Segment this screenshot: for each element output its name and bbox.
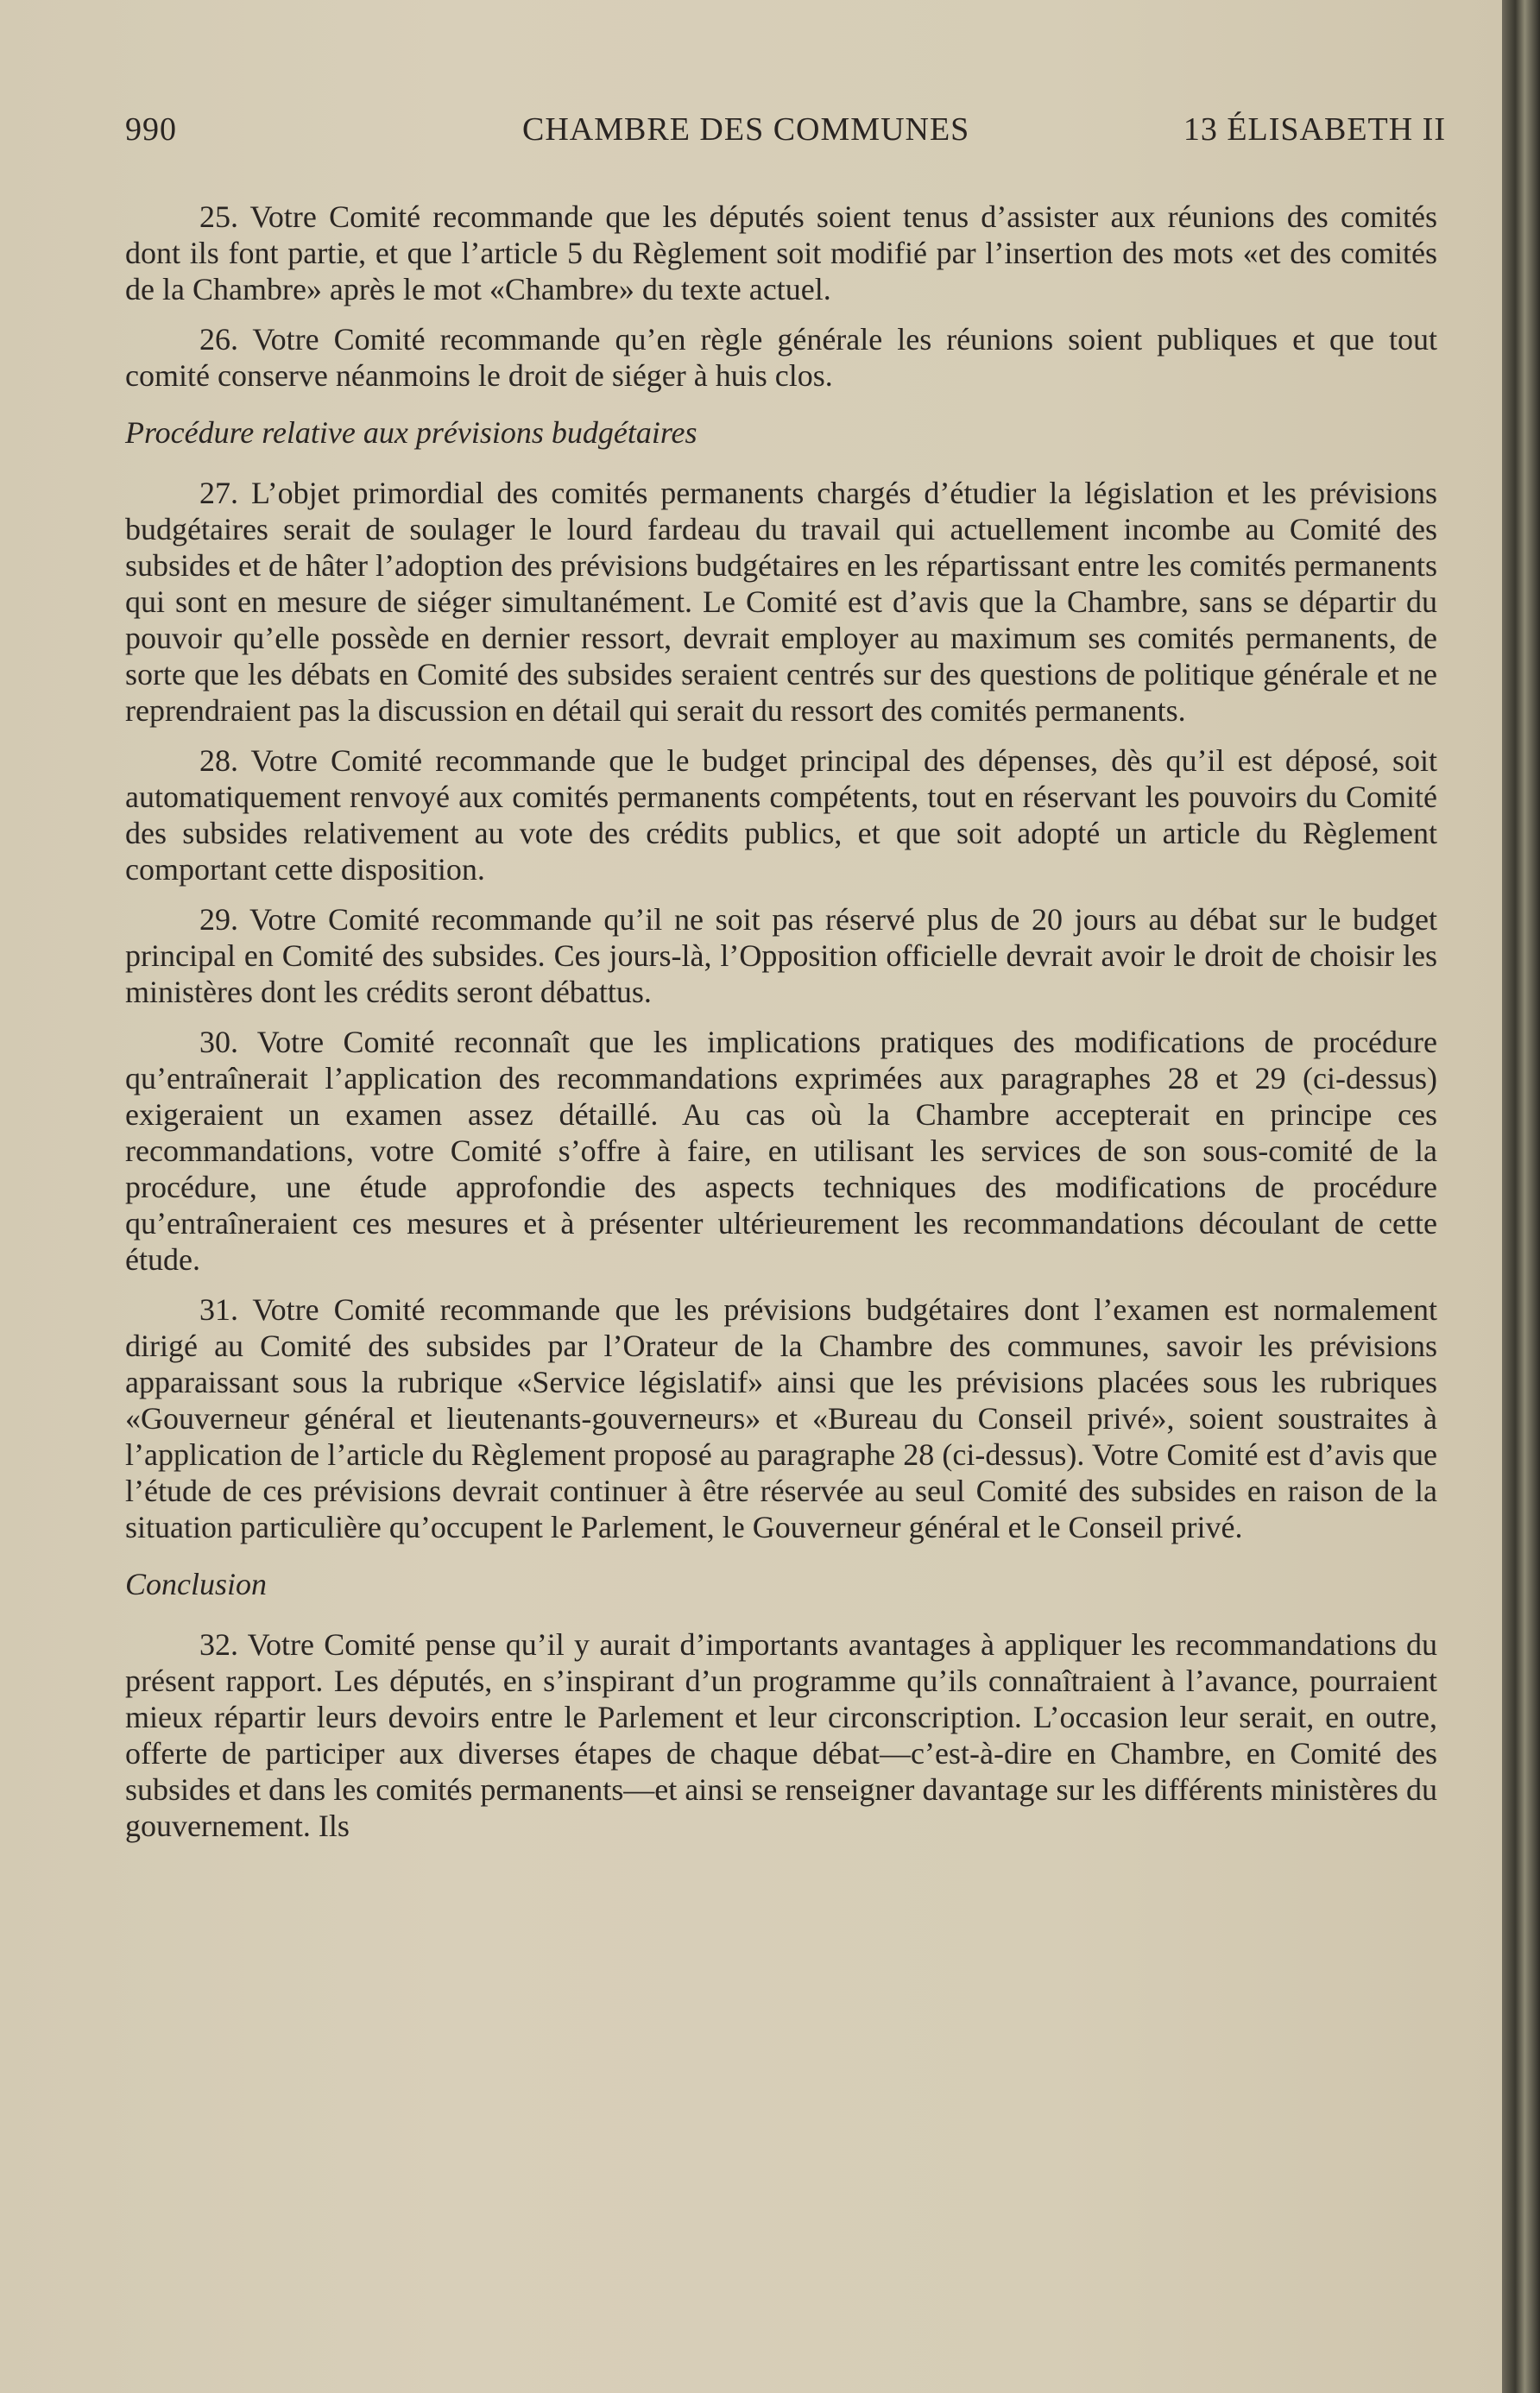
body-text	[125, 199, 1437, 1858]
paragraph-26: 26. Votre Comité recommande qu’en règle générale les réunions soient publiques et que tout comité conserve néanmoins le droit de siéger à huis clos.	[125, 322, 1437, 393]
header-date: 13 ÉLISABETH II	[1183, 111, 1446, 148]
paragraph-25: 25. Votre Comité recommande que les députés soient tenus d’assister aux réunions des comités dont ils font partie, et que l’article 5 du Règlement soit modifié par l’insertion des mots «et des comités de la Chambre» après le mot «Chambre» du texte actuel.	[125, 199, 1437, 306]
page-number: 990	[125, 111, 177, 148]
section-heading-estimates: Procédure relative aux prévisions budgétaires	[125, 415, 697, 450]
paragraph-32: 32. Votre Comité pense qu’il y aurait d’importants avantages à appliquer les recommandations du présent rapport. Les députés, en s’inspirant d’un programme qu’ils connaîtraient à l’avance, pourraient mieux répartir leurs devoirs entre le Parlement et leur circonscription. L’occasion leur serait, en outre, offerte de participer aux diverses étapes de chaque débat—c’est-à-dire en Chambre, en Comité des subsides et dans les comités permanents—et ainsi se renseigner davantage sur les différents ministères du gouvernement. Ils	[125, 1627, 1437, 1843]
book-binding-edge	[1502, 0, 1540, 2393]
header-title: CHAMBRE DES COMMUNES	[522, 111, 970, 148]
running-header	[125, 110, 1446, 154]
paragraph-29: 29. Votre Comité recommande qu’il ne soit pas réservé plus de 20 jours au débat sur le budget principal en Comité des subsides. Ces jours-là, l’Opposition officielle devrait avoir le droit de choisir les ministères dont les crédits seront débattus.	[125, 902, 1437, 1009]
section-heading-conclusion: Conclusion	[125, 1567, 268, 1601]
paragraph-31: 31. Votre Comité recommande que les prévisions budgétaires dont l’examen est normalement dirigé au Comité des subsides par l’Orateur de la Chambre des communes, savoir les prévisions apparaissant sous la rubrique «Service législatif» ainsi que les prévisions placées sous les rubriques «Gouverneur général et lieutenants-gouverneurs» et «Bureau du Conseil privé», soient soustraites à l’application de l’article du Règlement proposé au paragraphe 28 (ci-dessus). Votre Comité est d’avis que l’étude de ces prévisions devrait continuer à être réservée au seul Comité des subsides en raison de la situation particulière qu’occupent le Parlement, le Gouverneur général et le Conseil privé.	[125, 1292, 1437, 1544]
paragraph-28: 28. Votre Comité recommande que le budget principal des dépenses, dès qu’il est déposé, soit automatiquement renvoyé aux comités permanents compétents, tout en réservant les pouvoirs du Comité des subsides relativement au vote des crédits publics, et que soit adopté un article du Règlement comportant cette disposition.	[125, 743, 1437, 887]
paragraph-27: 27. L’objet primordial des comités permanents chargés d’étudier la législation et les prévisions budgétaires serait de soulager le lourd fardeau du travail qui actuellement incombe au Comité des subsides et de hâter l’adoption des prévisions budgétaires en les répartissant entre les comités permanents qui sont en mesure de siéger simultanément. Le Comité est d’avis que la Chambre, sans se départir du pouvoir qu’elle possède en dernier ressort, devrait employer au maximum ses comités permanents, de sorte que les débats en Comité des subsides seraient centrés sur des questions de politique générale et ne reprendraient pas la discussion en détail qui serait du ressort des comités permanents.	[125, 476, 1437, 728]
paragraph-30: 30. Votre Comité reconnaît que les implications pratiques des modifications de procédure qu’entraînerait l’application des recommandations exprimées aux paragraphes 28 et 29 (ci-dessus) exigeraient un examen assez détaillé. Au cas où la Chambre accepterait en principe ces recommandations, votre Comité s’offre à faire, en utilisant les services de son sous-comité de la procédure, une étude approfondie des aspects techniques des modifications de procédure qu’entraîneraient ces mesures et à présenter ultérieurement les recommandations découlant de cette étude.	[125, 1025, 1437, 1277]
